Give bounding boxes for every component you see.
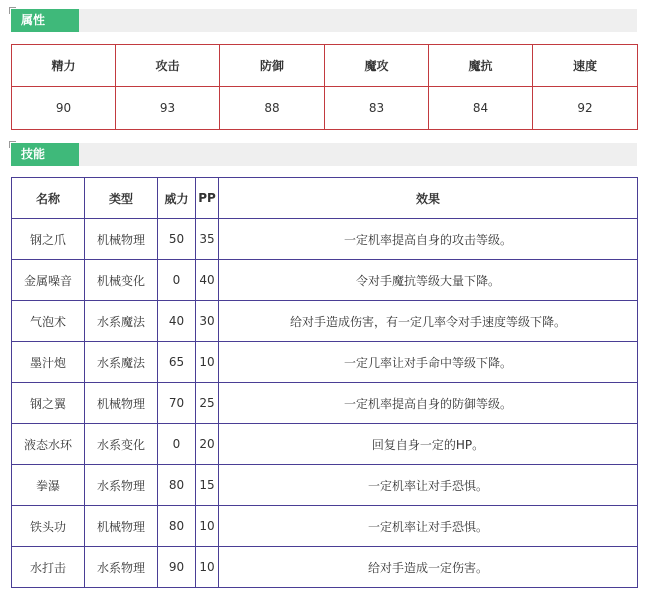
attr-header-attack: 攻击 bbox=[116, 45, 220, 87]
skill-header-pp: PP bbox=[196, 178, 219, 219]
skill-name: 拳瀑 bbox=[12, 465, 85, 506]
attr-header-magic-defense: 魔抗 bbox=[429, 45, 533, 87]
skill-name: 墨汁炮 bbox=[12, 342, 85, 383]
skill-effect: 一定机率提高自身的防御等级。 bbox=[219, 383, 638, 424]
skill-pp: 10 bbox=[196, 506, 219, 547]
skill-name: 水打击 bbox=[12, 547, 85, 588]
skill-name: 钢之翼 bbox=[12, 383, 85, 424]
skill-type: 机械变化 bbox=[85, 260, 158, 301]
skill-effect: 给对手造成一定伤害。 bbox=[219, 547, 638, 588]
skill-effect: 给对手造成伤害，有一定几率令对手速度等级下降。 bbox=[219, 301, 638, 342]
attr-value-defense: 88 bbox=[220, 87, 325, 130]
attributes-table bbox=[11, 44, 638, 130]
skill-pp: 30 bbox=[196, 301, 219, 342]
attributes-section-header bbox=[11, 9, 637, 32]
table-row bbox=[12, 506, 638, 547]
skill-header-name: 名称 bbox=[12, 178, 85, 219]
skill-name: 金属噪音 bbox=[12, 260, 85, 301]
attr-header-speed: 速度 bbox=[533, 45, 638, 87]
attr-header-stamina: 精力 bbox=[12, 45, 116, 87]
skill-power: 40 bbox=[158, 301, 196, 342]
table-row bbox=[12, 219, 638, 260]
skill-name: 气泡术 bbox=[12, 301, 85, 342]
skill-power: 50 bbox=[158, 219, 196, 260]
skill-type: 机械物理 bbox=[85, 383, 158, 424]
skill-power: 65 bbox=[158, 342, 196, 383]
table-row bbox=[12, 424, 638, 465]
attr-value-magic-attack: 83 bbox=[325, 87, 429, 130]
skill-name: 铁头功 bbox=[12, 506, 85, 547]
attributes-section-title: 属性 bbox=[11, 9, 79, 32]
attr-header-magic-attack: 魔攻 bbox=[325, 45, 429, 87]
skills-table bbox=[11, 177, 638, 588]
skill-name: 钢之爪 bbox=[12, 219, 85, 260]
skill-power: 0 bbox=[158, 424, 196, 465]
skill-pp: 10 bbox=[196, 547, 219, 588]
skill-power: 80 bbox=[158, 465, 196, 506]
skills-section-header bbox=[11, 143, 637, 166]
attr-value-speed: 92 bbox=[533, 87, 638, 130]
skill-pp: 35 bbox=[196, 219, 219, 260]
skill-type: 水系物理 bbox=[85, 547, 158, 588]
table-row bbox=[12, 465, 638, 506]
skill-power: 0 bbox=[158, 260, 196, 301]
skill-header-power: 威力 bbox=[158, 178, 196, 219]
attr-value-attack: 93 bbox=[116, 87, 220, 130]
skill-pp: 10 bbox=[196, 342, 219, 383]
skill-effect: 一定机率提高自身的攻击等级。 bbox=[219, 219, 638, 260]
skill-pp: 15 bbox=[196, 465, 219, 506]
skill-effect: 回复自身一定的HP。 bbox=[219, 424, 638, 465]
attr-value-stamina: 90 bbox=[12, 87, 116, 130]
skills-header-row bbox=[12, 178, 638, 219]
attr-value-magic-defense: 84 bbox=[429, 87, 533, 130]
skill-type: 水系魔法 bbox=[85, 342, 158, 383]
skill-power: 80 bbox=[158, 506, 196, 547]
skill-type: 水系魔法 bbox=[85, 301, 158, 342]
skill-type: 机械物理 bbox=[85, 219, 158, 260]
skill-name: 液态水环 bbox=[12, 424, 85, 465]
skill-effect: 一定几率让对手命中等级下降。 bbox=[219, 342, 638, 383]
attr-header-defense: 防御 bbox=[220, 45, 325, 87]
table-row bbox=[12, 547, 638, 588]
skill-type: 机械物理 bbox=[85, 506, 158, 547]
skill-effect: 一定机率让对手恐惧。 bbox=[219, 506, 638, 547]
attributes-value-row bbox=[12, 87, 638, 130]
skill-power: 70 bbox=[158, 383, 196, 424]
table-row bbox=[12, 260, 638, 301]
skill-effect: 令对手魔抗等级大量下降。 bbox=[219, 260, 638, 301]
table-row bbox=[12, 301, 638, 342]
skills-section-title: 技能 bbox=[11, 143, 79, 166]
skill-effect: 一定机率让对手恐惧。 bbox=[219, 465, 638, 506]
skill-header-type: 类型 bbox=[85, 178, 158, 219]
skill-power: 90 bbox=[158, 547, 196, 588]
attributes-header-row bbox=[12, 45, 638, 87]
skill-type: 水系物理 bbox=[85, 465, 158, 506]
table-row bbox=[12, 342, 638, 383]
skill-header-effect: 效果 bbox=[219, 178, 638, 219]
table-row bbox=[12, 383, 638, 424]
skill-pp: 40 bbox=[196, 260, 219, 301]
skill-pp: 20 bbox=[196, 424, 219, 465]
skill-type: 水系变化 bbox=[85, 424, 158, 465]
skill-pp: 25 bbox=[196, 383, 219, 424]
